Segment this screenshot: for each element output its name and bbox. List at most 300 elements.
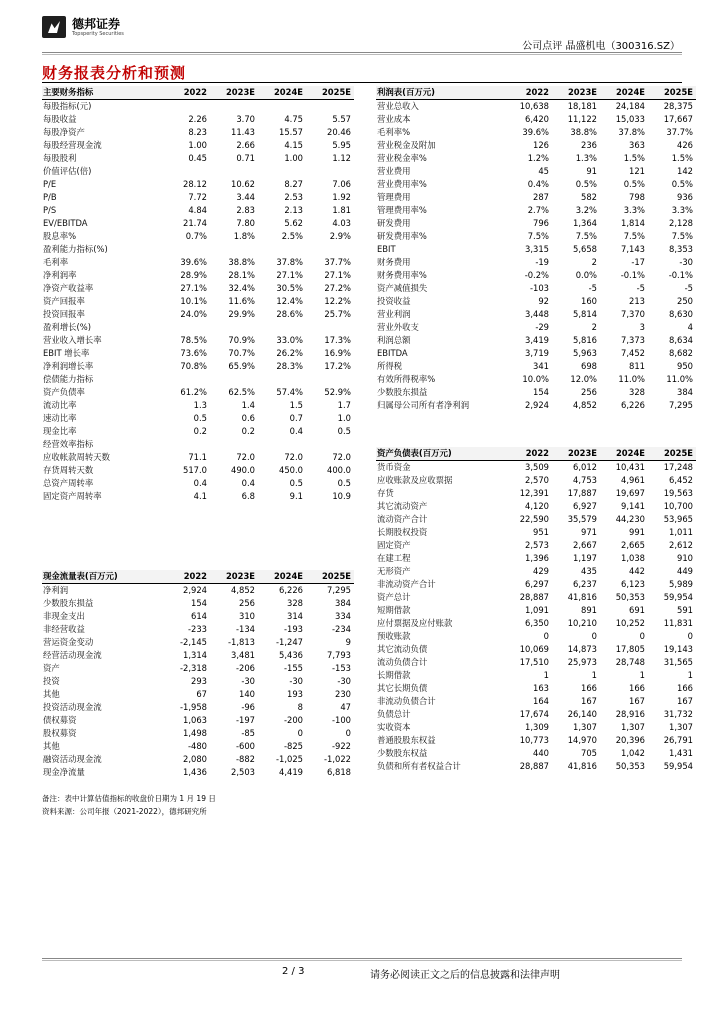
- table-row: [376, 282, 696, 295]
- cell-value: 17,667: [663, 114, 693, 124]
- cell-value: 12,391: [519, 488, 549, 498]
- cell-value: 1: [543, 670, 549, 680]
- table-row: [42, 100, 354, 114]
- cell-value: 517.0: [183, 465, 207, 475]
- cell-value: [258, 321, 306, 334]
- table-row: [42, 217, 354, 230]
- cell-value: 70.8%: [180, 361, 207, 371]
- table-row: [376, 656, 696, 669]
- cell-value: [258, 373, 306, 386]
- cell-value: 160: [581, 296, 597, 306]
- cell-value: 67: [196, 689, 207, 699]
- table-title: 利润表(百万元): [376, 86, 502, 100]
- cell-value: 591: [677, 605, 693, 615]
- table-row: [376, 708, 696, 721]
- cell-value: 256: [581, 387, 597, 397]
- cell-value: -200: [283, 715, 303, 725]
- column-header: 2024E: [600, 447, 648, 461]
- cell-value: 287: [533, 192, 549, 202]
- cell-value: 7.72: [188, 192, 207, 202]
- cell-value: 400.0: [327, 465, 351, 475]
- cell-value: 5,963: [573, 348, 597, 358]
- row-label: 营运资金变动: [43, 637, 94, 647]
- logo-mark-icon: [42, 16, 66, 38]
- cell-value: 3,719: [525, 348, 549, 358]
- cell-value: 7,793: [327, 650, 351, 660]
- column-header: 2025E: [306, 570, 354, 584]
- cell-value: 8,353: [669, 244, 693, 254]
- table-row: [42, 256, 354, 269]
- cell-value: 1,042: [621, 748, 645, 758]
- cell-value: 17,674: [519, 709, 549, 719]
- cell-value: 1.0: [337, 413, 351, 423]
- table-row: [376, 578, 696, 591]
- cell-value: 17.3%: [324, 335, 351, 345]
- cell-value: 0.7: [289, 413, 303, 423]
- cell-value: 7,452: [621, 348, 645, 358]
- column-header: 2022: [502, 447, 552, 461]
- cell-value: 8.23: [188, 127, 207, 137]
- cell-value: 213: [629, 296, 645, 306]
- cell-value: -1,813: [228, 637, 255, 647]
- cell-value: 28.3%: [276, 361, 303, 371]
- cell-value: [306, 100, 354, 114]
- cell-value: 0.5%: [575, 179, 597, 189]
- cell-value: 29.9%: [228, 309, 255, 319]
- table-row: [42, 623, 354, 636]
- row-label: 融资活动现金流: [43, 754, 102, 764]
- cell-value: 72.0: [284, 452, 303, 462]
- cell-value: 166: [629, 683, 645, 693]
- cell-value: 4.75: [284, 114, 303, 124]
- column-header: 2023E: [210, 86, 258, 100]
- cell-value: 363: [629, 140, 645, 150]
- cell-value: 256: [239, 598, 255, 608]
- table-row: [376, 139, 696, 152]
- row-label: 应付票据及应付账款: [377, 618, 453, 628]
- cell-value: 7.5%: [575, 231, 597, 241]
- row-label: 少数股东损益: [43, 598, 94, 608]
- cell-value: 426: [677, 140, 693, 150]
- row-label: 短期借款: [377, 605, 411, 615]
- table-row: [42, 152, 354, 165]
- row-label: 非经营收益: [43, 624, 85, 634]
- cell-value: 78.5%: [180, 335, 207, 345]
- row-label: 固定资产: [377, 540, 411, 550]
- cell-value: 2,570: [525, 475, 549, 485]
- table-row: [42, 191, 354, 204]
- cell-value: 4,852: [231, 585, 255, 595]
- table-row: [376, 152, 696, 165]
- cell-value: 0.7%: [185, 231, 207, 241]
- row-label: 毛利率%: [377, 127, 411, 137]
- cell-value: 1.4: [241, 400, 255, 410]
- row-label: 每股经营现金流: [43, 140, 102, 150]
- cell-value: 27.1%: [180, 283, 207, 293]
- cell-value: [160, 438, 210, 451]
- cell-value: 3,419: [525, 335, 549, 345]
- table-row: [42, 126, 354, 139]
- cell-value: -206: [235, 663, 255, 673]
- logo-name: 德邦证券: [72, 17, 121, 31]
- row-label: 负债和所有者权益合计: [377, 761, 461, 771]
- table-row: [376, 552, 696, 565]
- cell-value: 62.5%: [228, 387, 255, 397]
- cell-value: 167: [581, 696, 597, 706]
- row-label: 货币资金: [377, 462, 411, 472]
- row-label: 管理费用率%: [377, 205, 427, 215]
- cell-value: 1.5%: [671, 153, 693, 163]
- cell-value: 39.6%: [522, 127, 549, 137]
- cell-value: 11,122: [567, 114, 597, 124]
- column-header: 2022: [160, 86, 210, 100]
- cell-value: 20,396: [615, 735, 645, 745]
- cell-value: 31,732: [663, 709, 693, 719]
- row-label: 营业费用率%: [377, 179, 427, 189]
- cell-value: 1.5: [289, 400, 303, 410]
- table-row: [376, 321, 696, 334]
- cell-value: 22,590: [519, 514, 549, 524]
- cell-value: [210, 100, 258, 114]
- note-valuation-date: 备注：表中计算估值指标的收盘价日期为 1 月 19 日: [42, 794, 216, 803]
- row-label: 债权募资: [43, 715, 77, 725]
- cell-value: 5,658: [573, 244, 597, 254]
- income-statement-table: [376, 86, 696, 412]
- table-row: [42, 597, 354, 610]
- cell-value: 41,816: [567, 761, 597, 771]
- row-label: 长期借款: [377, 670, 411, 680]
- cell-value: -155: [283, 663, 303, 673]
- cell-value: 17,510: [519, 657, 549, 667]
- cell-value: 891: [581, 605, 597, 615]
- table-row: [376, 256, 696, 269]
- cell-value: 7,373: [621, 335, 645, 345]
- cell-value: 25,973: [567, 657, 597, 667]
- row-label: 每股收益: [43, 114, 77, 124]
- cell-value: 691: [629, 605, 645, 615]
- cell-value: 50,353: [615, 761, 645, 771]
- page-title: 财务报表分析和预测: [42, 64, 187, 82]
- cell-value: 4,419: [279, 767, 303, 777]
- cell-value: 142: [677, 166, 693, 176]
- table-header-row: [42, 570, 354, 584]
- table-row: [42, 178, 354, 191]
- cell-value: 490.0: [231, 465, 255, 475]
- cell-value: 37.8%: [618, 127, 645, 137]
- row-label: P/E: [43, 179, 57, 189]
- cell-value: 2.53: [284, 192, 303, 202]
- cell-value: -882: [235, 754, 255, 764]
- table-row: [376, 539, 696, 552]
- cell-value: 698: [581, 361, 597, 371]
- row-label: 其他: [43, 689, 60, 699]
- cell-value: 341: [533, 361, 549, 371]
- cell-value: 0: [345, 728, 351, 738]
- cell-value: 1,364: [573, 218, 597, 228]
- table-row: [42, 139, 354, 152]
- cell-value: -30: [241, 676, 255, 686]
- cell-value: 1,307: [669, 722, 693, 732]
- cell-value: 2.9%: [329, 231, 351, 241]
- table-row: [42, 230, 354, 243]
- cell-value: 166: [677, 683, 693, 693]
- cell-value: [160, 165, 210, 178]
- table-row: [42, 347, 354, 360]
- cell-value: 0: [639, 631, 645, 641]
- cell-value: 384: [335, 598, 351, 608]
- cell-value: 35,579: [567, 514, 597, 524]
- cell-value: -19: [535, 257, 549, 267]
- cell-value: 0.2: [193, 426, 207, 436]
- cell-value: 7,370: [621, 309, 645, 319]
- row-label: 非流动负债合计: [377, 696, 436, 706]
- row-label: 营业利润: [377, 309, 411, 319]
- cell-value: [306, 243, 354, 256]
- cell-value: -193: [283, 624, 303, 634]
- cell-value: 1.12: [332, 153, 351, 163]
- table-row: [42, 438, 354, 451]
- table-row: [376, 591, 696, 604]
- cell-value: 61.2%: [180, 387, 207, 397]
- row-label: 其它流动负债: [377, 644, 428, 654]
- cell-value: 1.7: [337, 400, 351, 410]
- row-label: 研发费用: [377, 218, 411, 228]
- cell-value: 1.5%: [623, 153, 645, 163]
- cell-value: 1,011: [669, 527, 693, 537]
- cell-value: -1,025: [276, 754, 303, 764]
- row-label: 毛利率: [43, 257, 69, 267]
- row-label: 资产减值损失: [377, 283, 428, 293]
- cell-value: 52.9%: [324, 387, 351, 397]
- cell-value: 435: [581, 566, 597, 576]
- cell-value: 12.2%: [324, 296, 351, 306]
- cell-value: -922: [331, 741, 351, 751]
- row-label: 投资活动现金流: [43, 702, 102, 712]
- row-label: 财务费用: [377, 257, 411, 267]
- row-label: 管理费用: [377, 192, 411, 202]
- cell-value: 10,431: [615, 462, 645, 472]
- cell-value: 2.26: [188, 114, 207, 124]
- footer-divider: [42, 958, 682, 959]
- cell-value: 27.1%: [324, 270, 351, 280]
- cell-value: -29: [535, 322, 549, 332]
- cell-value: 0.45: [188, 153, 207, 163]
- cell-value: 28.6%: [276, 309, 303, 319]
- table-row: [376, 204, 696, 217]
- cell-value: 154: [533, 387, 549, 397]
- table-row: [376, 617, 696, 630]
- table-row: [376, 113, 696, 126]
- cell-value: -134: [235, 624, 255, 634]
- cell-value: 11,831: [663, 618, 693, 628]
- cell-value: 4,753: [573, 475, 597, 485]
- cell-value: -5: [588, 283, 597, 293]
- row-label: 实收资本: [377, 722, 411, 732]
- row-label: 经营效率指标: [43, 439, 94, 449]
- cell-value: 10,638: [519, 101, 549, 111]
- table-row: [42, 360, 354, 373]
- cell-value: 121: [629, 166, 645, 176]
- cell-value: 1.8%: [233, 231, 255, 241]
- cell-value: 2: [591, 322, 597, 332]
- cell-value: 9,141: [621, 501, 645, 511]
- table-row: [376, 386, 696, 399]
- cell-value: 8,630: [669, 309, 693, 319]
- cell-value: 1.2%: [527, 153, 549, 163]
- table-row: [42, 701, 354, 714]
- cell-value: 18,181: [567, 101, 597, 111]
- cell-value: 7.5%: [527, 231, 549, 241]
- cell-value: 44,230: [615, 514, 645, 524]
- cell-value: 1,307: [621, 722, 645, 732]
- cell-value: 1.3%: [575, 153, 597, 163]
- cell-value: -30: [337, 676, 351, 686]
- column-header: 2022: [502, 86, 552, 100]
- row-label: 负债总计: [377, 709, 411, 719]
- cell-value: 2,667: [573, 540, 597, 550]
- cell-value: 15.57: [279, 127, 303, 137]
- cell-value: 27.1%: [276, 270, 303, 280]
- table-row: [42, 688, 354, 701]
- row-label: P/S: [43, 205, 57, 215]
- table-row: [376, 230, 696, 243]
- row-label: 净资产收益率: [43, 283, 94, 293]
- row-label: EBIT 增长率: [43, 348, 90, 358]
- cell-value: 14,970: [567, 735, 597, 745]
- cell-value: 0: [297, 728, 303, 738]
- cell-value: 65.9%: [228, 361, 255, 371]
- cell-value: 17,248: [663, 462, 693, 472]
- row-label: 其它流动资产: [377, 501, 428, 511]
- cell-value: 70.7%: [228, 348, 255, 358]
- cell-value: 6.8: [241, 491, 255, 501]
- cell-value: 47: [340, 702, 351, 712]
- table-header-row: [42, 86, 354, 100]
- table-title: 现金流量表(百万元): [42, 570, 160, 584]
- table-row: [42, 295, 354, 308]
- cell-value: -600: [235, 741, 255, 751]
- cell-value: 19,563: [663, 488, 693, 498]
- cell-value: -96: [241, 702, 255, 712]
- cell-value: 53,965: [663, 514, 693, 524]
- cell-value: 28,887: [519, 761, 549, 771]
- table-row: [42, 584, 354, 598]
- row-label: 营业外收支: [377, 322, 419, 332]
- cash-flow-table: [42, 570, 354, 779]
- table-row: [42, 714, 354, 727]
- cell-value: 8: [297, 702, 303, 712]
- cell-value: 4.84: [188, 205, 207, 215]
- table-row: [42, 753, 354, 766]
- cell-value: [160, 243, 210, 256]
- cell-value: 6,297: [525, 579, 549, 589]
- row-label: 存货周转天数: [43, 465, 94, 475]
- cell-value: 1.92: [332, 192, 351, 202]
- cell-value: 442: [629, 566, 645, 576]
- cell-value: 28.12: [183, 179, 207, 189]
- column-header: 2024E: [258, 570, 306, 584]
- table-row: [376, 734, 696, 747]
- legal-disclaimer: 请务必阅读正文之后的信息披露和法律声明: [370, 970, 560, 981]
- table-row: [376, 100, 696, 114]
- cell-value: 7.5%: [671, 231, 693, 241]
- row-label: 总资产周转率: [43, 478, 94, 488]
- row-label: 偿债能力指标: [43, 374, 94, 384]
- cell-value: 26,791: [663, 735, 693, 745]
- row-label: 营业费用: [377, 166, 411, 176]
- cell-value: 59,954: [663, 592, 693, 602]
- cell-value: 37.7%: [324, 257, 351, 267]
- cell-value: 1.00: [284, 153, 303, 163]
- cell-value: -17: [631, 257, 645, 267]
- table-row: [376, 565, 696, 578]
- table-row: [376, 500, 696, 513]
- cell-value: 4,961: [621, 475, 645, 485]
- cell-value: 163: [533, 683, 549, 693]
- row-label: 盈利增长(%): [43, 322, 91, 332]
- cell-value: 154: [191, 598, 207, 608]
- row-label: 价值评估(倍): [43, 166, 92, 176]
- cell-value: 0.4: [241, 478, 255, 488]
- cell-value: 57.4%: [276, 387, 303, 397]
- table-row: [42, 282, 354, 295]
- cell-value: 293: [191, 676, 207, 686]
- cell-value: 73.6%: [180, 348, 207, 358]
- cell-value: 1,309: [525, 722, 549, 732]
- cell-value: 5.95: [332, 140, 351, 150]
- cell-value: 7,295: [669, 400, 693, 410]
- cell-value: -234: [331, 624, 351, 634]
- cell-value: 1,314: [183, 650, 207, 660]
- cell-value: 0.4: [289, 426, 303, 436]
- table-row: [376, 126, 696, 139]
- cell-value: 328: [629, 387, 645, 397]
- cell-value: 5,989: [669, 579, 693, 589]
- cell-value: 140: [239, 689, 255, 699]
- cell-value: -1,958: [180, 702, 207, 712]
- cell-value: 167: [629, 696, 645, 706]
- row-label: 长期股权投资: [377, 527, 428, 537]
- row-label: EBIT: [377, 244, 396, 254]
- cell-value: 10.62: [231, 179, 255, 189]
- cell-value: 2.66: [236, 140, 255, 150]
- cell-value: 41,816: [567, 592, 597, 602]
- cell-value: -103: [529, 283, 549, 293]
- cell-value: 1,396: [525, 553, 549, 563]
- cell-value: 7,295: [327, 585, 351, 595]
- company-logo: [42, 14, 192, 40]
- cell-value: 2,665: [621, 540, 645, 550]
- cell-value: 2,612: [669, 540, 693, 550]
- row-label: 投资收益: [377, 296, 411, 306]
- cell-value: 37.8%: [276, 257, 303, 267]
- cell-value: 0.5: [337, 478, 351, 488]
- row-label: 存货: [377, 488, 394, 498]
- table-row: [42, 662, 354, 675]
- cell-value: 1,431: [669, 748, 693, 758]
- cell-value: 1: [591, 670, 597, 680]
- cell-value: 0.5%: [623, 179, 645, 189]
- table-row: [376, 721, 696, 734]
- cell-value: 910: [677, 553, 693, 563]
- cell-value: -1,022: [324, 754, 351, 764]
- cell-value: 126: [533, 140, 549, 150]
- cell-value: 19,143: [663, 644, 693, 654]
- cell-value: 1.00: [188, 140, 207, 150]
- cell-value: 6,226: [621, 400, 645, 410]
- cell-value: 10.0%: [522, 374, 549, 384]
- cell-value: 582: [581, 192, 597, 202]
